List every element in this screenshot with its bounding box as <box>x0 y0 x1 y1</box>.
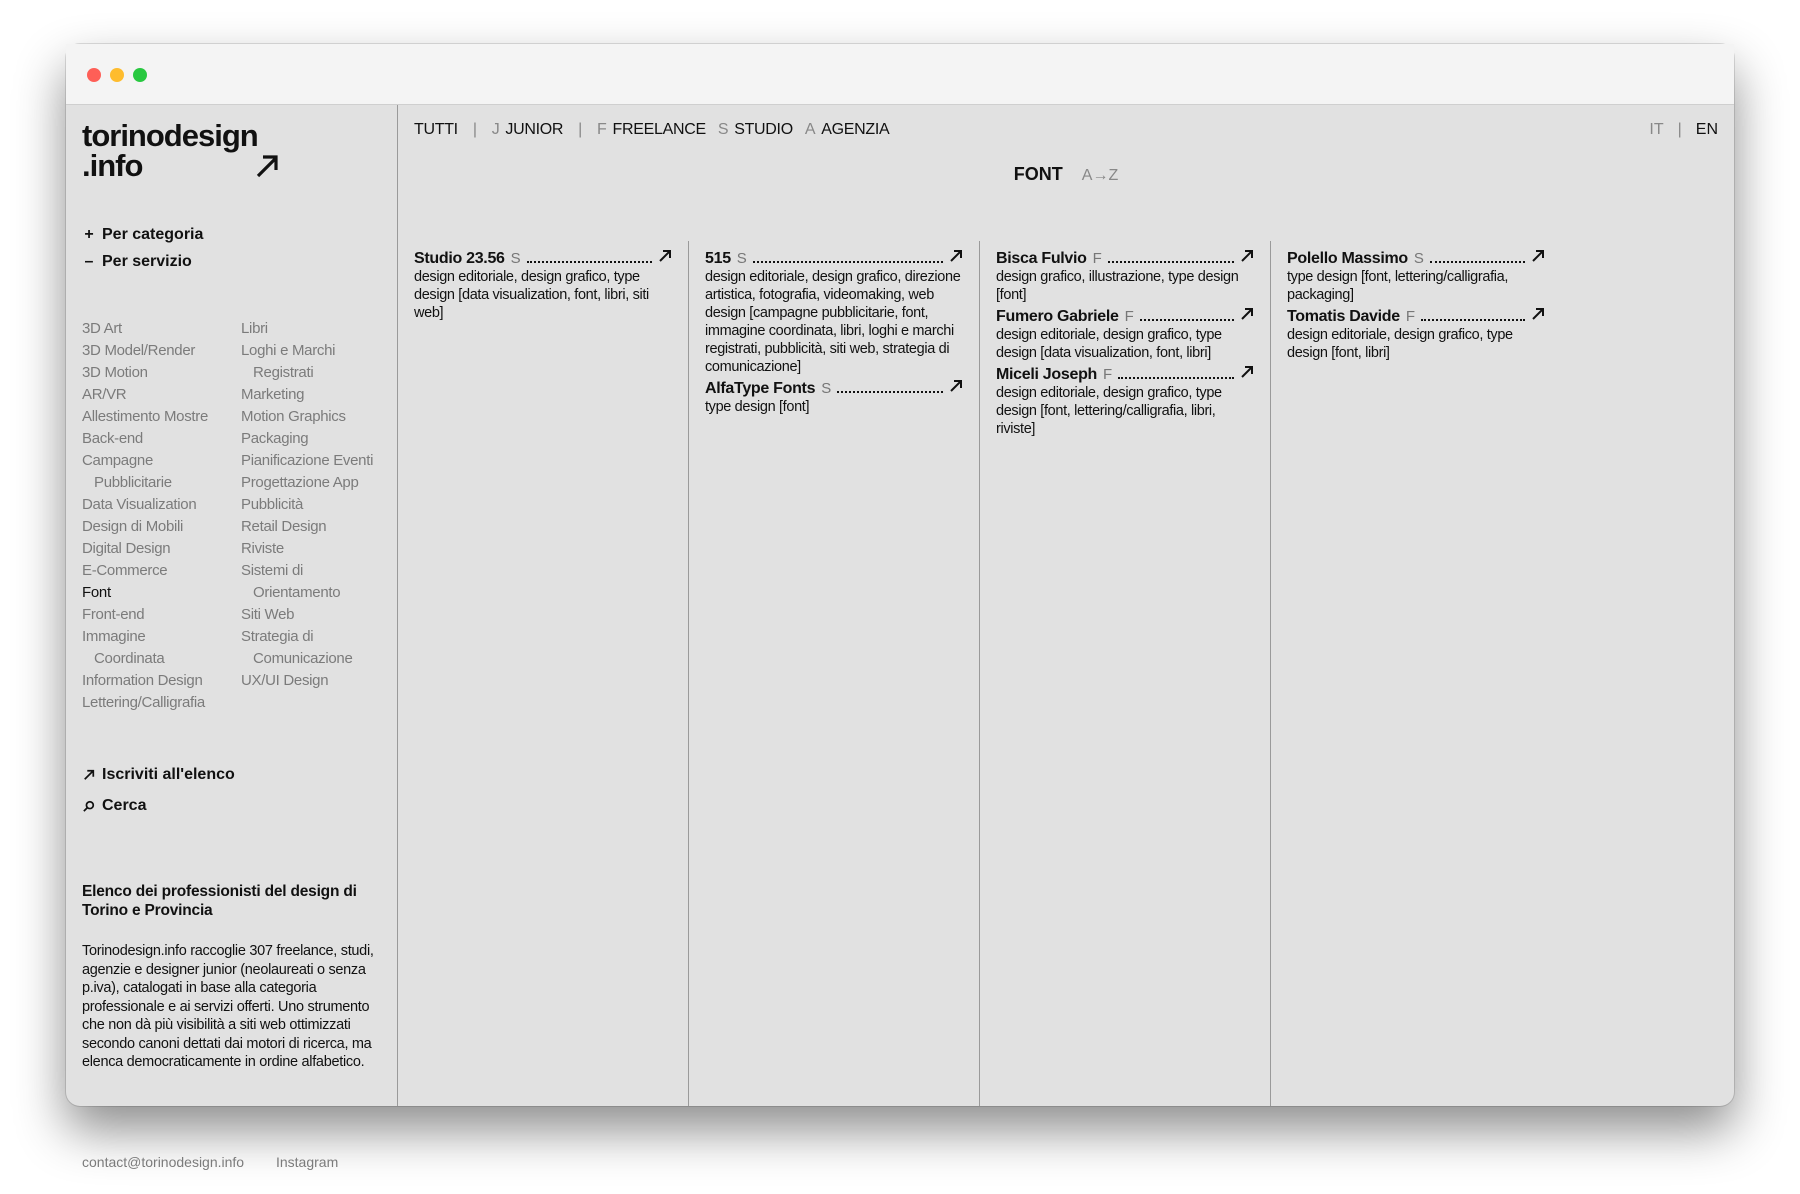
entry-services: type design [font, lettering/calligrafia, packaging] <box>1287 269 1509 303</box>
browser-window <box>66 44 1734 1170</box>
service-back-end[interactable]: Back-end <box>82 430 143 447</box>
logo-line-2: .info <box>82 148 143 183</box>
studio-code: S <box>717 121 729 138</box>
dotted-leader <box>1421 318 1525 321</box>
site-logo[interactable] <box>82 118 258 183</box>
list-item[interactable] <box>1287 307 1545 362</box>
arrow-up-right-icon[interactable] <box>1240 365 1254 379</box>
lang-en[interactable]: EN <box>1695 121 1718 138</box>
entry-services: design editoriale, design grafico, type design [data visualization, font, libri, siti web] <box>414 269 649 321</box>
arrow-up-right-icon[interactable] <box>949 249 963 263</box>
close-window-button[interactable] <box>87 68 101 82</box>
entry-services: type design [font] <box>705 399 810 415</box>
dotted-leader <box>837 390 943 393</box>
agenzia-code: A <box>804 121 816 138</box>
about-text: Torinodesign.info raccoglie 307 freelance, studi, agenzie e designer junior (neolaureati o senza p.iva), catalogati in base alla categoria professionale e ai servizi offerti. Uno strumento che non dà più visibilità a siti web ottimizzati secondo canoni dettati dai motori di ricerca, ma elenca democraticamente in ordine alfabetico. <box>82 943 374 1070</box>
services-list-col1 <box>82 318 237 714</box>
main-content <box>398 105 1734 1106</box>
service-strategia-di-cont[interactable]: Comunicazione <box>253 650 353 667</box>
list-item[interactable] <box>705 379 963 416</box>
list-item[interactable] <box>414 241 672 322</box>
entry-type: F <box>1124 308 1134 325</box>
logo-line-1: torinodesign <box>82 118 258 153</box>
language-switcher <box>1649 121 1718 139</box>
zoom-window-button[interactable] <box>133 68 147 82</box>
per-servizio-toggle[interactable] <box>82 253 192 271</box>
service-sistemi-di-cont[interactable]: Orientamento <box>253 584 341 601</box>
separator: | <box>578 121 583 138</box>
service-information-design[interactable]: Information Design <box>82 672 203 689</box>
service-packaging[interactable]: Packaging <box>241 430 309 447</box>
results-columns <box>398 241 1734 1106</box>
filter-tutti[interactable]: TUTTI <box>414 121 458 138</box>
service-immagine-cont[interactable]: Coordinata <box>94 650 165 667</box>
entry-name[interactable]: Fumero Gabriele <box>996 308 1119 325</box>
entry-type: F <box>1092 250 1102 267</box>
service-sistemi-di[interactable]: Sistemi di <box>241 562 304 579</box>
entry-name[interactable]: Bisca Fulvio <box>996 250 1087 267</box>
entry-type: F <box>1103 366 1113 383</box>
entry-type: S <box>1413 250 1424 267</box>
service-3d-model-render[interactable]: 3D Model/Render <box>82 342 196 359</box>
per-categoria-toggle[interactable] <box>82 226 203 244</box>
list-item[interactable] <box>996 365 1254 438</box>
per-servizio-label: Per servizio <box>102 253 192 270</box>
iscriviti-link[interactable] <box>82 766 235 784</box>
arrow-up-right-icon[interactable] <box>949 379 963 393</box>
dotted-leader <box>1430 260 1525 263</box>
service-retail-design[interactable]: Retail Design <box>241 518 327 535</box>
entry-name[interactable]: AlfaType Fonts <box>705 380 816 397</box>
entry-services: design grafico, illustrazione, type design [font] <box>996 269 1239 303</box>
dotted-leader <box>1118 376 1234 379</box>
services-list-col2 <box>241 318 391 692</box>
entry-services: design editoriale, design grafico, direzione artistica, fotografia, videomaking, web design [campagne pubblicitarie, font, immagine coordinata, libri, loghi e marchi registrati, pubblicità, siti web, strategia di comunicazione] <box>705 269 961 375</box>
service-font-active[interactable]: Font <box>82 584 111 601</box>
about-section <box>82 882 382 1072</box>
cerca-label: Cerca <box>102 797 147 814</box>
arrow-up-right-icon[interactable] <box>1531 307 1545 321</box>
dotted-leader <box>1108 260 1234 263</box>
service-strategia-di[interactable]: Strategia di <box>241 628 314 645</box>
list-item[interactable] <box>996 307 1254 362</box>
per-categoria-label: Per categoria <box>102 226 204 243</box>
service-3d-art[interactable]: 3D Art <box>82 320 122 337</box>
entry-services: design editoriale, design grafico, type design [data visualization, font, libri] <box>996 327 1222 361</box>
contact-email-link[interactable]: contact@torinodesign.info <box>82 1154 245 1170</box>
service-design-di-mobili[interactable]: Design di Mobili <box>82 518 184 535</box>
sort-toggle[interactable]: A→Z <box>1081 167 1119 184</box>
search-icon <box>82 800 96 812</box>
entry-name[interactable]: Miceli Joseph <box>996 366 1098 383</box>
plus-icon: + <box>84 226 94 243</box>
title-bar <box>66 44 1734 105</box>
instagram-link[interactable]: Instagram <box>275 1154 339 1170</box>
dotted-leader <box>753 260 943 263</box>
service-3d-motion[interactable]: 3D Motion <box>82 364 148 381</box>
entry-type: F <box>1405 308 1416 325</box>
sidebar <box>66 105 398 1170</box>
arrow-up-right-icon[interactable] <box>1531 249 1545 263</box>
freelance-code: F <box>597 121 607 138</box>
type-filter-bar <box>414 121 889 139</box>
service-riviste[interactable]: Riviste <box>241 540 284 557</box>
service-pianificazione-eventi[interactable]: Pianificazione Eventi <box>241 452 374 469</box>
junior-code: J <box>491 121 500 138</box>
service-ar-vr[interactable]: AR/VR <box>82 386 127 403</box>
service-progettazione-app[interactable]: Progettazione App <box>241 474 359 491</box>
service-pubblicita[interactable]: Pubblicità <box>241 496 304 513</box>
service-siti-web[interactable]: Siti Web <box>241 606 295 623</box>
entry-name[interactable]: Tomatis Davide <box>1287 308 1400 325</box>
results-column-4 <box>1270 241 1561 1106</box>
minimize-window-button[interactable] <box>110 68 124 82</box>
dotted-leader <box>527 260 652 263</box>
entry-name[interactable]: Polello Massimo <box>1287 250 1408 267</box>
service-e-commerce[interactable]: E-Commerce <box>82 562 168 579</box>
results-column-3 <box>979 241 1270 1106</box>
service-data-visualization[interactable]: Data Visualization <box>82 496 197 513</box>
list-item[interactable] <box>705 241 963 376</box>
iscriviti-label: Iscriviti all'elenco <box>102 766 235 783</box>
service-lettering-calligrafia[interactable]: Lettering/Calligrafia <box>82 694 205 711</box>
arrow-up-right-icon[interactable] <box>658 249 672 263</box>
service-digital-design[interactable]: Digital Design <box>82 540 171 557</box>
entry-services: design editoriale, design grafico, type design [font, lettering/calligrafia, libri, riviste] <box>996 385 1222 437</box>
lang-separator: | <box>1677 121 1682 138</box>
separator: | <box>472 121 477 138</box>
contact-links <box>82 1154 366 1170</box>
lang-it[interactable]: IT <box>1649 121 1664 138</box>
service-allestimento-mostre[interactable]: Allestimento Mostre <box>82 408 209 425</box>
entry-name[interactable]: 515 <box>705 250 731 267</box>
list-item[interactable] <box>996 241 1254 304</box>
entry-type: S <box>821 380 832 397</box>
service-campagne[interactable]: Campagne <box>82 452 153 469</box>
entry-name[interactable]: Studio 23.56 <box>414 250 505 267</box>
about-title: Elenco dei professionisti del design di Torino e Provincia <box>82 883 357 919</box>
filter-agenzia[interactable]: AGENZIA <box>821 121 890 138</box>
arrow-up-right-icon <box>82 769 96 781</box>
results-column-2 <box>688 241 979 1106</box>
service-ux-ui-design[interactable]: UX/UI Design <box>241 672 329 689</box>
cerca-link[interactable] <box>82 797 146 815</box>
filter-freelance[interactable]: FREELANCE <box>612 121 706 138</box>
arrow-up-right-icon <box>254 153 280 179</box>
listing-title: FONT <box>1013 164 1063 184</box>
service-loghi-e-marchi-cont[interactable]: Registrati <box>253 364 314 381</box>
listing-heading <box>398 164 1734 185</box>
service-motion-graphics[interactable]: Motion Graphics <box>241 408 346 425</box>
filter-studio[interactable]: STUDIO <box>734 121 793 138</box>
service-immagine[interactable]: Immagine <box>82 628 146 645</box>
service-libri[interactable]: Libri <box>241 320 268 337</box>
arrow-up-right-icon[interactable] <box>1240 249 1254 263</box>
list-item[interactable] <box>1287 241 1545 304</box>
dotted-leader <box>1140 318 1234 321</box>
filter-junior[interactable]: JUNIOR <box>505 121 564 138</box>
entry-type: S <box>510 250 521 267</box>
minus-icon: – <box>84 253 94 270</box>
entry-services: design editoriale, design grafico, type design [font, libri] <box>1287 327 1513 361</box>
results-column-1 <box>398 241 688 1106</box>
entry-type: S <box>736 250 747 267</box>
service-loghi-e-marchi[interactable]: Loghi e Marchi <box>241 342 336 359</box>
arrow-up-right-icon[interactable] <box>1240 307 1254 321</box>
service-front-end[interactable]: Front-end <box>82 606 145 623</box>
service-marketing[interactable]: Marketing <box>241 386 305 403</box>
service-campagne-cont[interactable]: Pubblicitarie <box>94 474 172 491</box>
